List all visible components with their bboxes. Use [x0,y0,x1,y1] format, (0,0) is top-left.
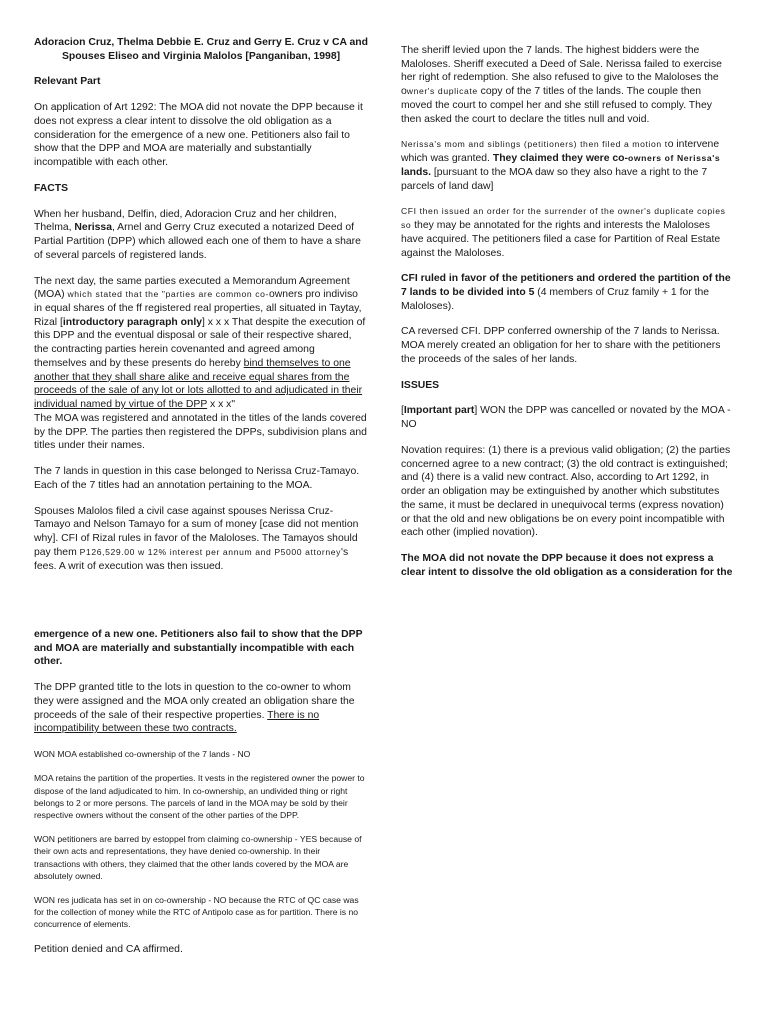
text-run: owners pro indiviso in equal shares of the ff registered real properties, all situated in Taytay, Rizal [ [34,289,362,328]
text-run: which stated that the "parties are common co- [67,289,270,300]
issue-2: WON MOA established co-ownership of the 7 lands - NO [34,749,251,760]
holding-end: emergence of a new one. Petitioners also fail to show that the DPP and MOA are materially and substantially incompatible with each other. [34,629,363,668]
facts-paragraph-1 [34,208,368,263]
text-run-bold: lands. [401,166,432,178]
text-run: wner's duplicate [406,86,478,97]
text-run: CFI then issued an order for the surrender of the owner's duplicate copies so [401,206,726,231]
nerissa-bold: Nerissa [74,222,112,234]
text-run: 's fees. A writ of execution was then issued. [34,546,349,572]
text-run: o intervene which was granted. [401,139,720,165]
issue-2-text: MOA retains the partition of the properties. It vests in the registered owner the power to dispose of the land adjudicated to him. In co-ownership, an undivided thing or right belongs to 2 or more persons. The parcels of land in the MOA may be sold by their respective owners without the consent of the other parties of the DPP. [34,773,365,820]
relevant-part-text: On application of Art 1292: The MOA did not novate the DPP because it does not express a clear intent to dissolve the old obligation as a consideration for the emergence of a new one. Petitioners also fail to show that the DPP and MOA are materially and substantially incompatible with each other. [34,102,363,169]
page-1-left-column [34,0,368,585]
text-run: Spouses Malolos filed a civil case against spouses Nerissa Cruz-Tamayo and Nelson Tamayo for a sum of money [case did not mention why]. CFI of Rizal rules in favor of the Maloloses. The Tamayos should pay them [34,505,359,558]
page-2-left-column [34,628,368,968]
text-run: ] x x x That despite the execution of this DPP and the eventual disposal or sale of their respective shared, the contracting parties herein covenanted and agreed among themselves and by these presents do hereby [34,316,366,369]
text-run: they may be annotated for the rights and interests the Maloloses have acquired. The petitioners filed a case for Partition of Real Estate against the Maloloses. [401,220,721,259]
text-run: P126,529.00 w 12% interest per annum and P5000 attorney [79,546,342,557]
issue-3: WON petitioners are barred by estoppel from claiming co-ownership - YES because of their own acts and representations, they have denied co-ownership. In their transactions with others, they claimed that the other lands covered by the MOA are absolutely owned. [34,834,362,881]
issue-4: WON res judicata has set in on co-ownership - NO because the RTC of QC case was for the collection of money while the RTC of Antipolo case as for partition. There is no concurrence of elements. [34,894,359,930]
holding-start: The MOA did not novate the DPP because it does not express a clear intent to dissolve the old obligation as a consideration for the [401,553,733,578]
facts-paragraph-3: The MOA was registered and annotated in the titles of the lands covered by the DPP. The parties then registered the DPPs, subdivision plans and titles under their names. [34,412,367,452]
text-run-underlined: bind themselves to one another that they shall share alike and receive equal shares from the proceeds of the sale of any lot or lots allotted to and adjudicated in their individual named by virtue of the DPP [34,357,363,411]
text-run-bold: They claimed they were co- [492,153,628,165]
text-run-bold: CFI ruled in favor of the petitioners and ordered the partition of the 7 lands to be divided into 5 [401,273,731,299]
text-run-bold: Important part [403,405,475,417]
novation-requirements: Novation requires: (1) there is a previous valid obligation; (2) the parties concerned agree to a new contract; (3) the old contract is extinguished; and (4) there is a valid new contract. Also, according to Art 1292, in order an obligation may be extinguished by another which substitutes the same, it must be declared in unequivocal terms (express novation) or that the old and new obligations be on every point incompatible with each other (implied novation). [401,444,731,539]
text-run-bold: owners of Nerissa's [627,153,721,164]
facts-paragraph-9 [401,272,735,313]
text-run: [ [401,405,404,417]
text-run: ] WON the DPP was cancelled or novated by the MOA - NO [401,405,731,431]
text-run: [pursuant to the MOA daw so they also have a right to the 7 parcels of land daw] [401,166,708,192]
text-run: Nerissa's mom and siblings (petitioners) then filed a motion t [401,139,668,150]
text-run: (4 members of Cruz family + 1 for the Maloloses). [401,287,710,312]
text-run: The next day, the same parties executed a Memorandum Agreement (MOA) [34,275,350,301]
text-run-underlined: There is no incompatibility between these two contracts. [34,709,320,735]
text-run-bold: introductory paragraph only [62,316,203,328]
facts-paragraph-4: The 7 lands in question in this case belonged to Nerissa Cruz-Tamayo. Each of the 7 titles had an annotation pertaining to the MOA. [34,466,360,491]
text-run: The DPP granted title to the lots in question to the co-owner to whom they were assigned and the MOA only created an obligation share the proceeds of the sale of their respective properties. [34,682,355,721]
facts-paragraph-8 [401,205,735,260]
text-run: The sheriff levied upon the 7 lands. The highest bidders were the Maloloses. Sheriff executed a Deed of Sale. Nerissa failed to exercise her right of redemption. She also refused to give to the Maloloses the o [401,45,722,98]
page-1-right-column [401,44,735,580]
text-run: , Arnel and Gerry Cruz executed a notarized Deed of Partial Partition (DPP) which allowed each one of them to have a share of several parcels of registered lands. [34,222,361,261]
facts-paragraph-7 [401,138,735,193]
issue-1 [401,404,735,431]
disposition: Petition denied and CA affirmed. [34,943,183,955]
facts-paragraph-6 [401,44,735,126]
case-title: Adoracion Cruz, Thelma Debbie E. Cruz and Gerry E. Cruz v CA and Spouses Eliseo and Virginia Malolos [Panganiban, 1998] [34,37,368,62]
text-run: When her husband, Delfin, died, Adoracion Cruz and her children, Thelma, [34,208,337,234]
facts-paragraph-5 [34,505,368,574]
text-run: x x x" [207,399,236,411]
facts-paragraph-10: CA reversed CFI. DPP conferred ownership of the 7 lands to Nerissa. MOA merely created an obligation for her to share with the petitioners the proceeds of the sales of her lands. [401,326,721,365]
facts-paragraph-2 [34,275,368,412]
text-run: copy of the 7 titles of the lands. The couple then moved the court to compel her and she still refused to comply. They then asked the court to declare the titles null and void. [401,86,712,125]
relevant-part-heading: Relevant Part [34,76,101,88]
issues-heading: ISSUES [401,379,440,391]
dpp-moa-comparison [34,681,368,736]
page-2 [0,590,768,1024]
facts-heading: FACTS [34,182,69,194]
